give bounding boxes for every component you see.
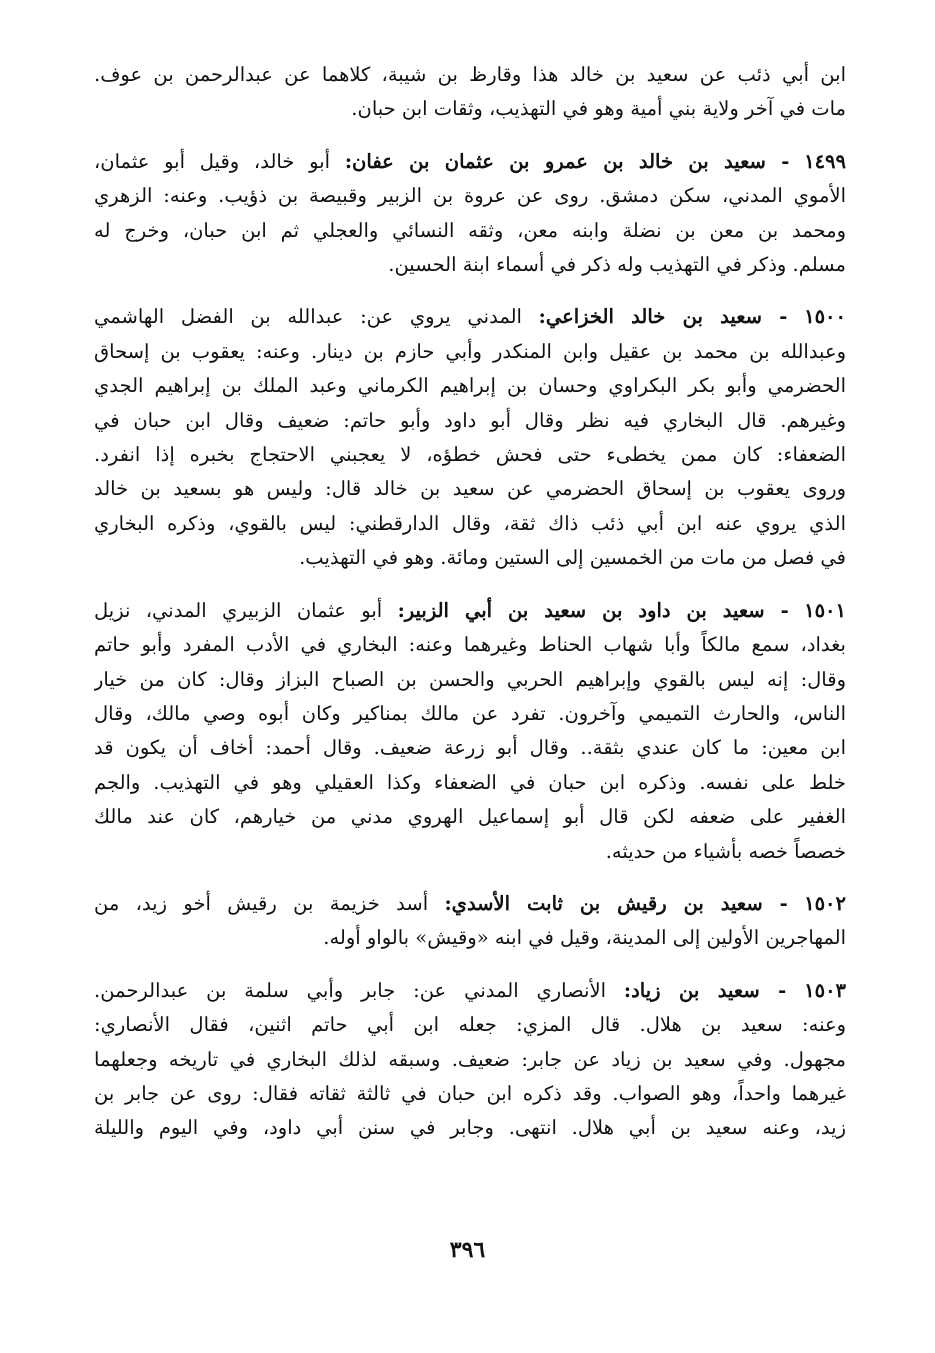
text-line: وغيرهم. قال البخاري فيه نظر وقال أبو داود وأبو حاتم: ضعيف وقال ابن حبان في	[94, 408, 846, 432]
text-line: مات في آخر ولاية بني أمية وهو في التهذيب، وثقات ابن حبان.	[351, 97, 846, 121]
text-span: أسد خزيمة بن رقيش أخو زيد، من	[94, 891, 429, 915]
entry-first-line	[94, 974, 846, 1008]
text-line: ومحمد بن معن بن نضلة وابنه معن، وثقه النسائي والعجلي ثم ابن حبان، وخرج له	[94, 218, 846, 242]
text-line: وقال: إنه ليس بالقوي وإبراهيم الحربي والحسن بن الصباح البزاز وقال: كان من خيار	[94, 667, 846, 691]
entry-heading: - سعيد بن زياد:	[623, 978, 787, 1002]
page-number: ٣٩٦	[449, 1237, 486, 1263]
text-line: غيرهما واحداً، وهو الصواب. وقد ذكره ابن حبان في ثالثة ثقاته فقال: روى عن جابر بن	[94, 1081, 846, 1105]
entry-first-line	[94, 145, 846, 179]
biography-entry	[94, 145, 846, 283]
entry-number: ١٥٠٢	[804, 891, 846, 915]
entry-first-line	[94, 594, 846, 628]
biography-entry	[94, 974, 846, 1146]
text-line: الحضرمي وأبو بكر البكراوي وحسان بن إبراهيم الكرماني وعبد الملك بن إبراهيم الجدي	[94, 374, 846, 398]
entry-number: ١٥٠٠	[804, 305, 846, 329]
entry-number: ١٥٠١	[804, 598, 846, 622]
text-line: الذي يروي عنه ابن أبي ذئب ذاك ثقة، وقال الدارقطني: ليس بالقوي، وذكره البخاري	[94, 511, 846, 535]
text-span: المدني يروي عن: عبدالله بن الفضل الهاشمي	[94, 305, 522, 329]
entry-number: ١٤٩٩	[804, 149, 846, 173]
text-span: أبو خالد، وقيل أبو عثمان،	[94, 149, 331, 173]
text-line: مسلم. وذكر في التهذيب وله ذكر في أسماء ابنة الحسين.	[388, 253, 846, 277]
text-line: في فصل من مات من الخمسين إلى الستين ومائة. وهو في التهذيب.	[299, 546, 846, 570]
entry-heading: - سعيد بن داود بن سعيد بن أبي الزبير:	[397, 598, 789, 622]
text-line: خلط على نفسه. وذكره ابن حبان في الضعفاء وكذا العقيلي وهو في التهذيب. والجم	[94, 770, 846, 794]
entry-first-line	[94, 887, 846, 921]
text-line: وعنه: سعيد بن هلال. قال المزي: جعله ابن أبي حاتم اثنين، فقال الأنصاري:	[94, 1013, 846, 1037]
text-line: الغفير على ضعفه لكن قال أبو إسماعيل الهروي مدني من خيارهم، كان عند مالك	[94, 805, 846, 829]
text-line: وروى يعقوب بن إسحاق الحضرمي عن سعيد بن خالد قال: وليس هو بسعيد بن خالد	[94, 477, 846, 501]
text-span: أبو عثمان الزبيري المدني، نزيل	[94, 598, 383, 622]
text-span: الأنصاري المدني عن: جابر وأبي سلمة بن عبدالرحمن.	[94, 978, 607, 1002]
entry-number: ١٥٠٣	[804, 978, 846, 1002]
entry-heading: - سعيد بن خالد بن عمرو بن عثمان بن عفان:	[344, 149, 790, 173]
text-line: بغداد، سمع مالكاً وأبا شهاب الحناط وغيرهما وعنه: البخاري في الأدب المفرد وأبو حاتم	[94, 633, 846, 657]
text-line: خصصاً خصه بأشياء من حديثه.	[605, 839, 846, 863]
text-line: ابن أبي ذئب عن سعيد بن خالد هذا وقارظ بن شيبة، كلاهما عن عبدالرحمن بن عوف.	[94, 63, 846, 86]
continuation-paragraph	[94, 58, 846, 127]
page-body	[94, 58, 846, 1146]
biography-entry	[94, 594, 846, 869]
biography-entry	[94, 887, 846, 956]
biography-entry	[94, 300, 846, 575]
text-line: الناس، والحارث التميمي وآخرون. تفرد عن مالك بمناكير وكان أبوه وصي مالك، وقال	[94, 701, 846, 725]
text-line: المهاجرين الأولين إلى المدينة، وقيل في ابنه «وقيش» بالواو أوله.	[323, 926, 846, 950]
entry-first-line	[94, 300, 846, 334]
text-line: زيد، وعنه سعيد بن أبي هلال. انتهى. وجابر في سنن أبي داود، وفي اليوم والليلة	[94, 1116, 846, 1140]
text-line: ابن معين: ما كان عندي بثقة.. وقال أبو زرعة ضعيف. وقال أحمد: أخاف أن يكون قد	[94, 736, 846, 760]
entry-heading: - سعيد بن خالد الخزاعي:	[538, 305, 788, 329]
entry-heading: - سعيد بن رقيش بن ثابت الأسدي:	[444, 891, 788, 915]
text-line: الضعفاء: كان ممن يخطىء حتى فحش خطؤه، لا يعجبني الاحتجاج بخبره إذا انفرد.	[94, 443, 846, 467]
text-line: مجهول. وفي سعيد بن زياد عن جابر: ضعيف. وسبقه لذلك البخاري في تاريخه وجعلهما	[94, 1047, 846, 1071]
text-line: الأموي المدني، سكن دمشق. روى عن عروة بن الزبير وقبيصة بن ذؤيب. وعنه: الزهري	[94, 184, 846, 208]
text-line: وعبدالله بن محمد بن عقيل وابن المنكدر وأبي حازم بن دينار. وعنه: يعقوب بن إسحاق	[94, 339, 846, 363]
